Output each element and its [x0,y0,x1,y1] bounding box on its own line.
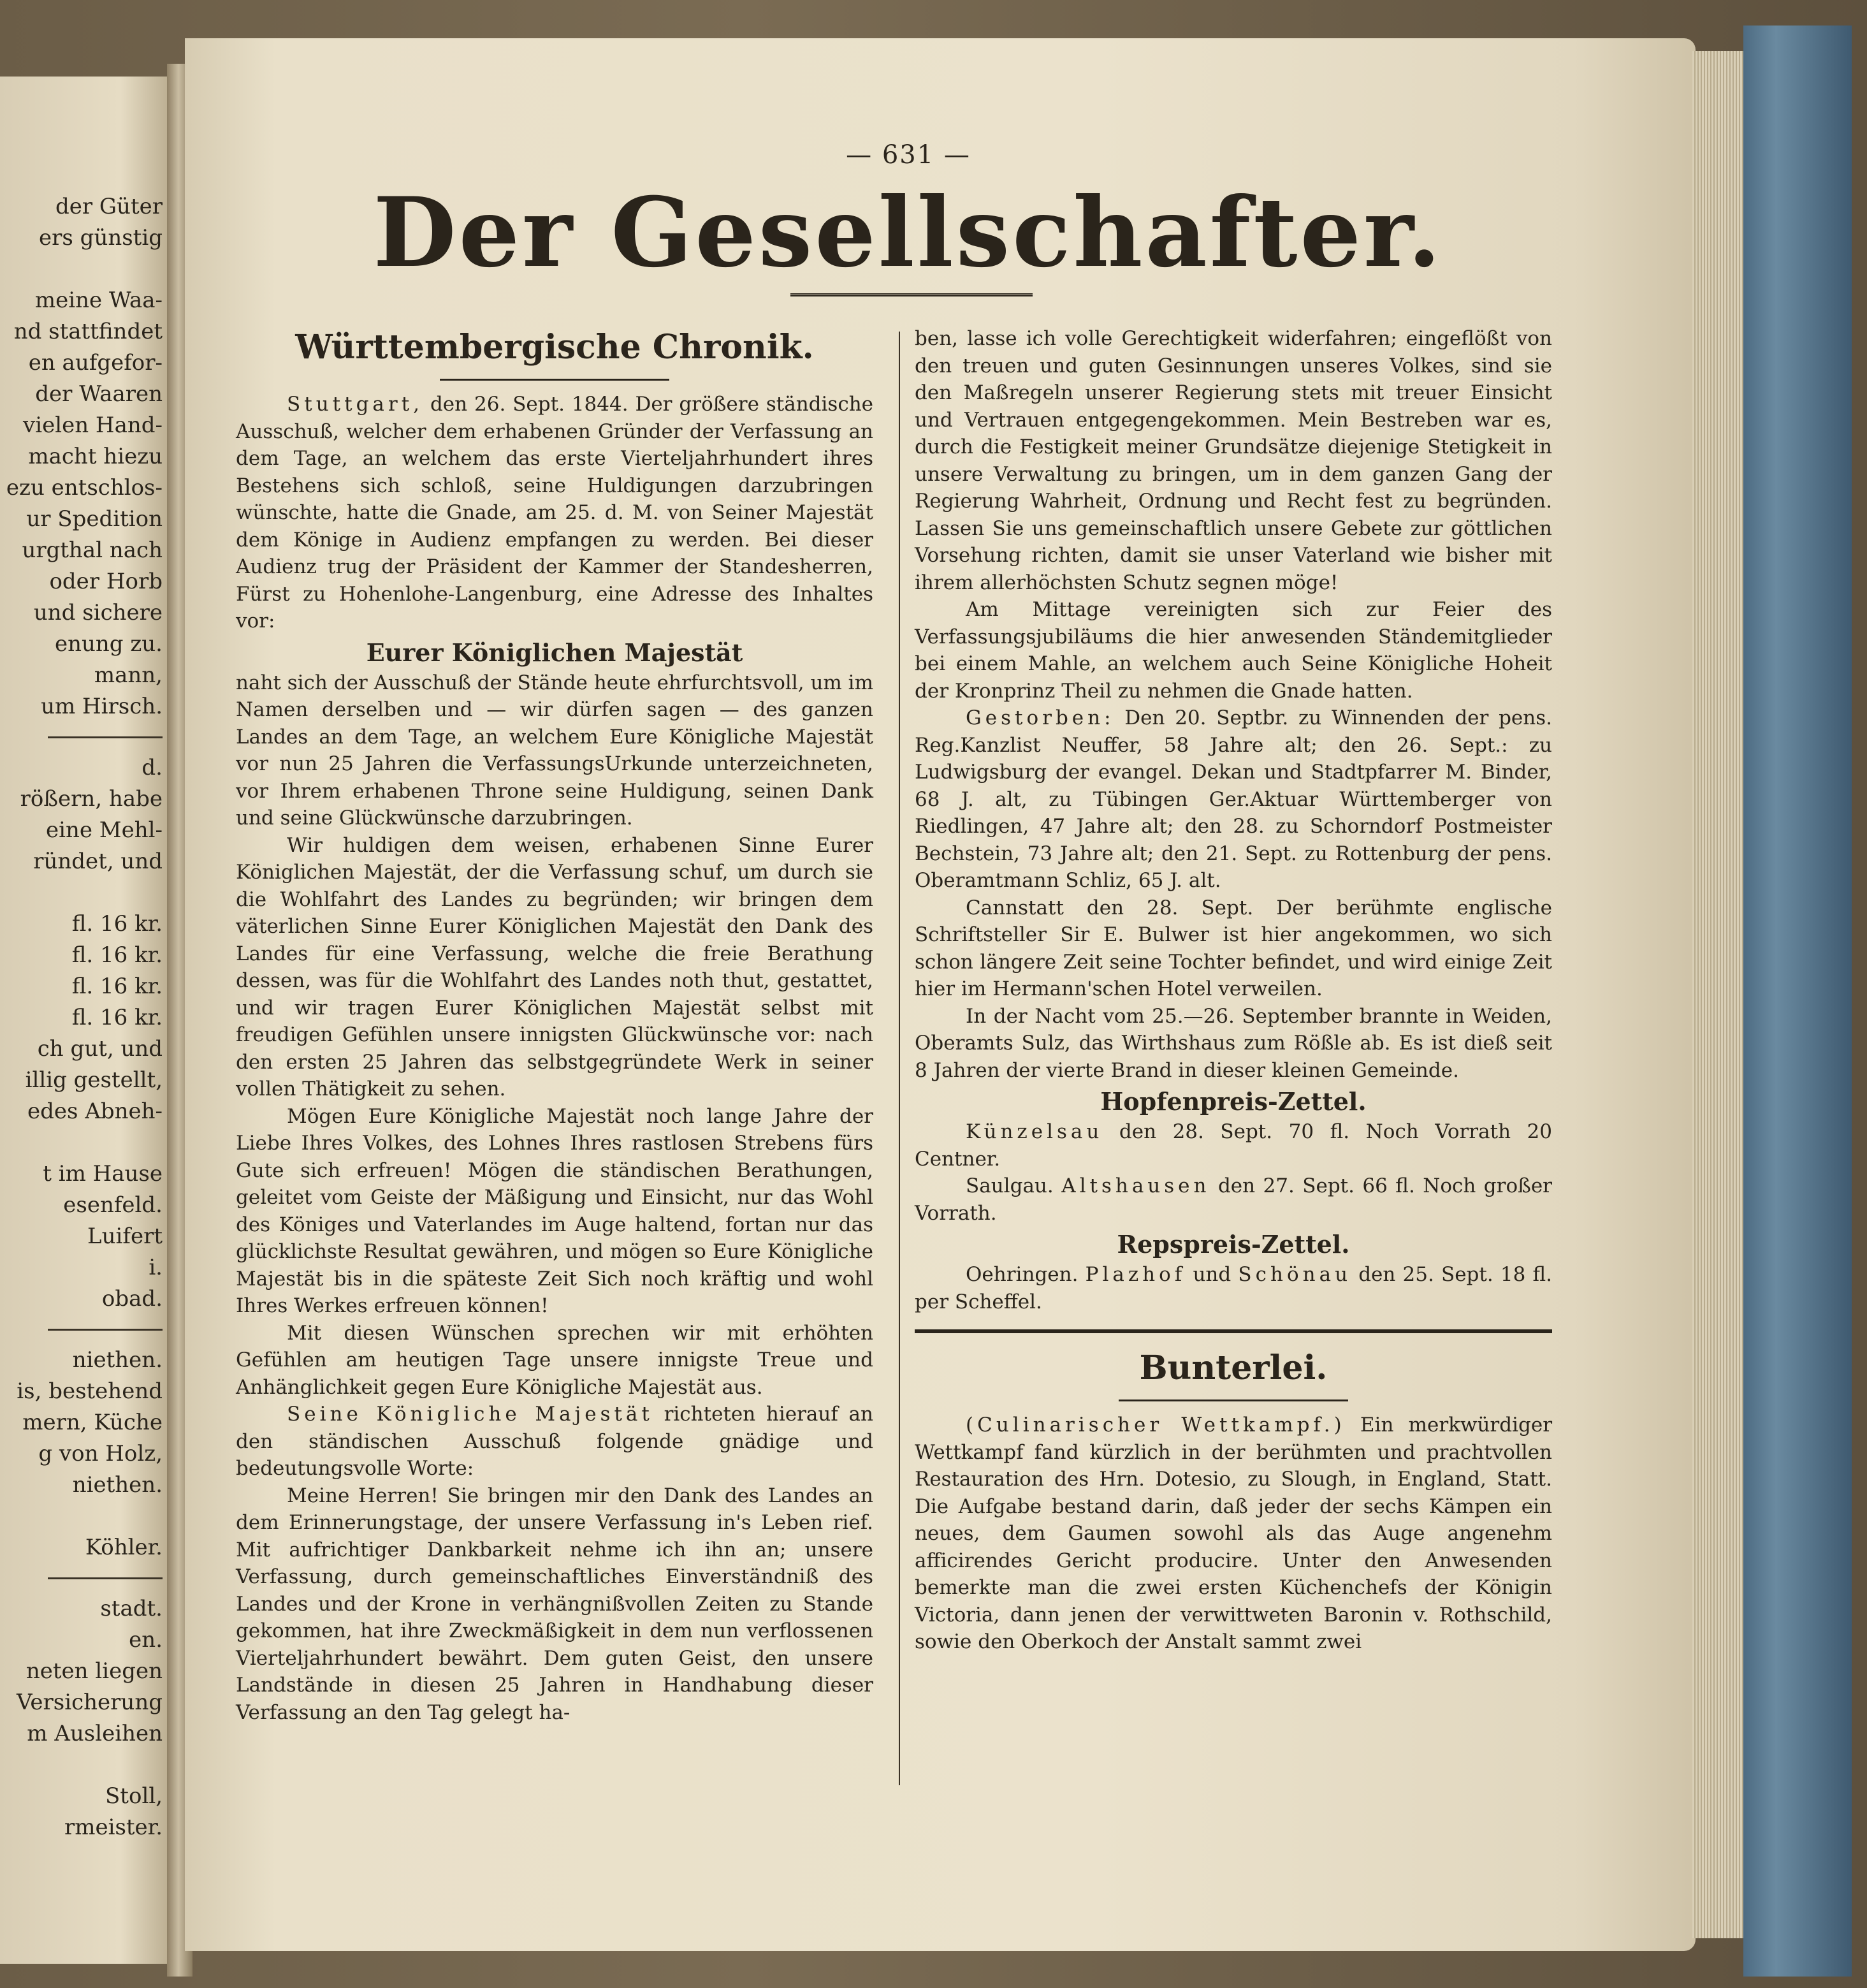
section-title-chronik: Württembergische Chronik. [295,328,814,367]
left-line: t im Hause [43,1161,163,1187]
paragraph: Am Mittage vereinigten sich zur Feier des Verfassungsjubiläums die hier anwesenden Ständemitglieder bei einem Mahle, an welchem auch Seine Königliche Hoheit der Kronprinz Theil zu nehmen die Gnade hatten. [915,598,1552,703]
left-line: fl. 16 kr. [71,942,163,968]
left-rule [48,1329,163,1331]
left-line: Versicherung [16,1690,163,1715]
left-line: i. [149,1255,163,1280]
left-lines-bottom [0,1345,163,1563]
paragraph: naht sich der Ausschuß der Stände heute ehrfurchtsvoll, um im Namen derselben und — wir dürfen sagen — des ganzen Landes an dem Tage, an welchem Eure Königliche Majestät vor nun 25 Jahren die VerfassungsUrkunde unterzeichneten, vor Ihrem erhabenen Throne seine Huldigung, seinen Dank und seine Glückwünsche darzubringen. [236,671,873,830]
left-line: ch gut, und [37,1036,163,1062]
dateline: Stuttgart, [287,393,424,416]
paragraph: (Culinarischer Wettkampf.) Ein merkwürdiger Wettkampf fand kürzlich in der berühmten und prachtvollen Restauration des Hrn. Dotesio, zu Slough, in England, Statt. Die Aufgabe bestand darin, daß jeder der sechs Kämpen ein neues, dem Gaumen sowohl als das Auge angenehm afficirendes Gericht producire. Unter den Anwesenden bemerkte man die zwei ersten Küchenchefs der Königin Victoria, dann jenen der verwittweten Baronin v. Rothschild, sowie den Oberkoch der Anstalt sammt zwei [915,1414,1553,1653]
left-rule [48,736,163,738]
page-content [236,140,1581,1772]
price-entry: Saulgau. Altshausen den 27. Sept. 66 fl. Noch großer Vorrath. [915,1174,1553,1225]
left-line: ründet, und [33,849,163,874]
section-rule [1119,1400,1348,1401]
left-line: der Güter [55,194,163,219]
left-line: m Ausleihen [27,1721,163,1746]
left-line [0,1127,163,1158]
left-rule [48,1577,163,1579]
left-lines-top [0,191,163,722]
page-edges [1692,51,1747,1938]
column-divider [899,332,900,1785]
left-lines-end [0,1593,163,1843]
left-line: edes Abneh- [27,1099,163,1124]
left-line: fl. 16 kr. [71,1005,163,1030]
left-line: enung zu. [54,631,163,657]
left-line: niethen. [72,1472,163,1498]
left-line: macht hiezu [28,444,163,469]
paragraph: In der Nacht vom 25.—26. September brannte in Weiden, Oberamts Sulz, das Wirthshaus zum Rößle ab. Es ist dieß seit 8 Jahren der vierte Brand in dieser kleinen Gemeinde. [915,1004,1552,1082]
left-line: esenfeld. [63,1192,163,1218]
left-line: ur Spedition [26,506,163,532]
page-number: — 631 — [846,140,971,170]
masthead-title: Der Gesellschafter. [373,177,1444,289]
column-left [236,325,873,1726]
left-line: oder Horb [49,569,163,594]
column-right [915,325,1552,1656]
left-line: fl. 16 kr. [71,974,163,999]
left-line: rößern, habe [20,786,163,812]
paragraph: Mögen Eure Königliche Majestät noch lange Jahre der Liebe Ihres Volkes, des Lohnes Ihres rastlosen Strebens fürs Gute sich erfreuen! Mögen die ständischen Berathungen, geleitet vom Geiste der Mäßigung und Einsicht, nur das Wohl des Königes und Vaterlandes im Auge haltend, fortan nur das glücklichste Resultat gewähren, und mögen so Eure Königliche Majestät bis in die späteste Zeit Sich noch kräftig und wohl Ihres Werkes erfreuen können! [236,1104,873,1317]
address-title: Eurer Königlichen Majestät [366,638,743,667]
left-line [0,254,163,285]
section-divider [915,1329,1552,1333]
section-title-bunterlei: Bunterlei. [1139,1348,1328,1387]
section-rule [440,379,669,381]
paragraph: Mit diesen Wünschen sprechen wir mit erhöhten Gefühlen am heutigen Tage unsere innigste Treue und Anhänglichkeit gegen Eure Königliche Majestät aus. [236,1321,873,1399]
left-line: urgthal nach [22,537,163,563]
left-line: is, bestehend [17,1378,163,1404]
left-line: der Waaren [35,381,163,407]
left-line: mann, [94,662,163,688]
left-line: und sichere [33,600,163,625]
left-line: g von Holz, [38,1441,163,1466]
left-line: mern, Küche [22,1410,163,1435]
left-line: en. [129,1627,163,1653]
masthead-rule [790,293,1033,296]
left-line: Luifert [87,1224,163,1249]
paragraph: Meine Herren! Sie bringen mir den Dank des Landes an dem Erinnerungstage, der unsere Verfassung in's Leben rief. Mit aufrichtiger Dankbarkeit nehme ich ihn an; unsere Verfassung, durch gemeinschaftliches Einverständniß des Landes und der Krone in verhängnißvollen Zeiten zu Stande gekommen, hat ihre Zweckmäßigkeit in dem nun verflossenen Vierteljahrhundert bewährt. Dem guten Geist, den unsere Landstände in diesen 25 Jahren in Handhabung dieser Verfassung an den Tag gelegt ha- [236,1484,873,1724]
left-line: Stoll, [105,1783,163,1809]
paragraph: Gestorben: Den 20. Septbr. zu Winnenden der pens. Reg.Kanzlist Neuffer, 58 Jahre alt; den 26. Sept.: zu Ludwigsburg der evangel. Dekan und Stadtpfarrer M. Binder, 68 J. alt, zu Tübingen Ger.Aktuar Württemberger von Riedlingen, 47 Jahre alt; den 28. zu Schorndorf Postmeister Bechstein, 73 Jahre alt; den 21. Sept. zu Rottenburg der pens. Oberamtmann Schliz, 65 J. alt. [915,706,1552,892]
price-entry: Künzelsau den 28. Sept. 70 fl. Noch Vorrath 20 Centner. [915,1120,1552,1171]
left-line: d. [142,755,163,780]
left-line: Köhler. [85,1535,163,1560]
left-line [0,1750,163,1781]
left-line: ers günstig [39,225,163,251]
left-page-fragment [0,77,172,1964]
paragraph: ben, lasse ich volle Gerechtigkeit widerfahren; eingeflößt von den treuen und guten Gesinnungen unseres Volkes, sind sie den Maßregeln unserer Regierung stets mit treuer Einsicht und Vertrauen entgegengekommen. Mein Bestreben war es, durch die Festigkeit meiner Grundsätze diejenige Stetigkeit in unsere Verwaltung zu bringen, um in dem ganzen Gang der Regierung Wahrheit, Ordnung und Recht fest zu begründen. Lassen Sie uns gemeinschaftlich unsere Gebete zur göttlichen Vorsehung richten, damit sie unser Vaterland wie bisher mit ihrem allerhöchsten Schutz segnen möge! [915,327,1552,594]
left-line [0,1501,163,1532]
left-line: um Hirsch. [41,694,163,719]
paragraph: Stuttgart, den 26. Sept. 1844. Der größere ständische Ausschuß, welcher dem erhabenen Gründer der Verfassung an dem Tage, an welchem das erste Vierteljahrhundert ihres Bestehens sich schloß, seine Huldigungen darzubringen wünschte, hatte die Gnade, am 25. d. M. von Seiner Majestät dem Könige in Audienz empfangen zu werden. Bei dieser Audienz trug der Präsident der Kammer der Standesherren, Fürst zu Hohenlohe-Langenburg, eine Adresse des Inhaltes vor: [236,393,873,632]
paragraph: Seine Königliche Majestät richteten hierauf an den ständischen Ausschuß folgende gnädige und bedeutungsvolle Worte: [236,1403,873,1480]
paragraph: Cannstatt den 28. Sept. Der berühmte englische Schriftsteller Sir E. Bulwer ist hier angekommen, wo sich schon längere Zeit seine Tochter befindet, und wird einige Zeit hier im Hermann'schen Hotel verweilen. [915,896,1552,1000]
left-line [0,877,163,909]
hops-price-title: Hopfenpreis-Zettel. [1100,1087,1367,1116]
left-line: en aufgefor- [28,350,163,376]
left-line: illig gestellt, [25,1067,163,1093]
left-line: neten liegen [25,1658,163,1684]
left-line: rmeister. [64,1815,163,1840]
paragraph: Wir huldigen dem weisen, erhabenen Sinne Eurer Königlichen Majestät, der die Verfassung schuf, um durch sie die Wohlfahrt des Landes zu begründen; wir bringen dem väterlichen Sinne Eurer Königlichen Majestät den Dank des Landes für eine Verfassung, welche die freie Berathung dessen, was für die Wohlfahrt des Landes noth thut, gestattet, und wir tragen Eurer Königlichen Majestät selbst mit freudigen Gefühlen unsere innigsten Glückwünsche vor: nach den ersten 25 Jahren das selbstgegründete Werk in seiner vollen Thätigkeit zu sehen. [236,833,873,1100]
left-line: stadt. [100,1596,163,1621]
left-line: nd stattfindet [13,319,163,344]
book-cover [1743,26,1852,1977]
left-page-text [0,191,163,1843]
left-line: ezu entschlos- [6,475,163,501]
left-line: fl. 16 kr. [71,911,163,937]
left-line: obad. [101,1286,163,1312]
left-line: niethen. [72,1347,163,1373]
left-line: vielen Hand- [23,413,163,438]
left-line: eine Mehl- [45,817,163,843]
left-line: meine Waa- [34,288,163,313]
price-entry: Oehringen. Plazhof und Schönau den 25. Sept. 18 fl. per Scheffel. [915,1263,1552,1313]
rape-price-title: Repspreis-Zettel. [1117,1230,1350,1259]
left-lines-mid [0,752,163,1315]
